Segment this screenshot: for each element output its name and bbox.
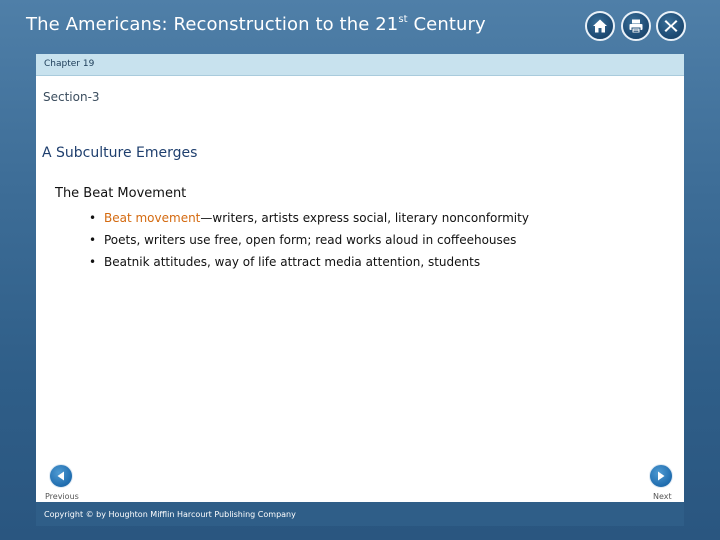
home-icon [592, 18, 608, 34]
title-bar [0, 0, 720, 54]
bullet-text: —writers, artists express social, literary nonconformity [200, 211, 529, 225]
slide-content [36, 76, 684, 502]
app-title [26, 14, 486, 35]
bullet-dot: • [89, 233, 97, 247]
bullet-dot: • [89, 255, 97, 269]
bullet-dot: • [89, 211, 97, 225]
previous-button[interactable] [49, 464, 73, 488]
next-button[interactable] [649, 464, 673, 488]
slide-heading: A Subculture Emerges [42, 145, 198, 161]
bullet-item [89, 207, 529, 229]
bullet-text: Poets, writers use free, open form; read works aloud in coffeehouses [104, 233, 517, 247]
footer-bar [36, 502, 684, 526]
chapter-bar [36, 54, 684, 76]
chapter-label: Chapter 19 [44, 59, 95, 69]
bullet-item [89, 251, 529, 273]
print-button[interactable] [621, 11, 651, 41]
bullet-text: Beatnik attitudes, way of life attract media attention, students [104, 255, 481, 269]
bullet-item [89, 229, 529, 251]
arrow-left-icon [55, 470, 67, 482]
section-label: Section-3 [43, 90, 100, 104]
home-button[interactable] [585, 11, 615, 41]
app-title-superscript: st [398, 14, 408, 25]
arrow-right-icon [655, 470, 667, 482]
app-title-end: Century [407, 14, 486, 35]
key-term: Beat movement [104, 211, 201, 225]
app-title-text: The Americans: Reconstruction to the 21 [26, 14, 399, 35]
close-button[interactable] [656, 11, 686, 41]
print-icon [628, 18, 644, 34]
bullet-list [89, 207, 529, 273]
previous-label[interactable]: Previous [45, 492, 79, 501]
next-label[interactable]: Next [653, 492, 672, 501]
copyright-text: Copyright © by Houghton Mifflin Harcourt Publishing Company [44, 510, 296, 519]
close-icon [663, 18, 679, 34]
slide-subheading: The Beat Movement [55, 186, 187, 201]
